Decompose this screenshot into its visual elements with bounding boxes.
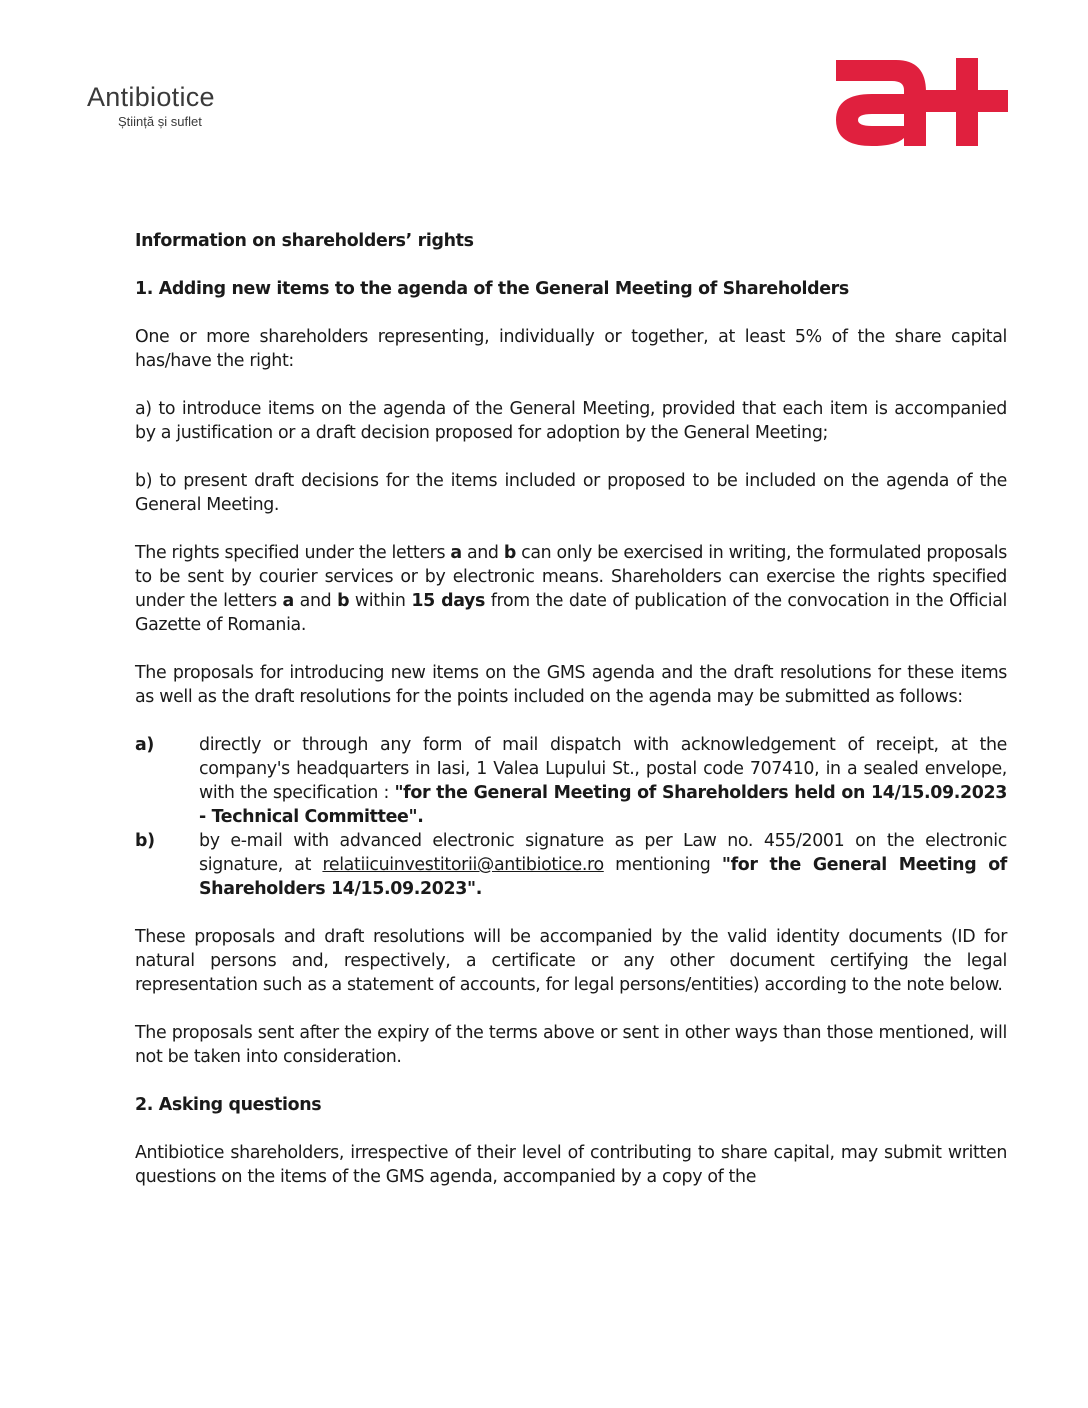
list-item-text: directly or through any form of mail dispatch with acknowledgement of receipt, at the company's headquarters in Iasi, 1 Valea Lupului St., postal code 707410, in a sealed envelope, with the specification : "for the General Meeting of Shareholders held on 14/15.09.2023 - Technical Committee".: [199, 735, 1007, 827]
document-body: [135, 229, 1007, 1213]
list-item: [135, 733, 1007, 829]
section-1-intro: One or more shareholders representing, individually or together, at least 5% of the share capital has/have the right:: [135, 327, 1007, 371]
rights-exercise-paragraph: The rights specified under the letters a and b can only be exercised in writing, the formulated proposals to be sent by courier services or by electronic means. Shareholders can exercise the rights specified under the letters a and b within 15 days from the date of publication of the convocation in the Official Gazette of Romania.: [135, 543, 1007, 635]
right-item-a: a) to introduce items on the agenda of the General Meeting, provided that each item is accompanied by a justification or a draft decision proposed for adoption by the General Meeting;: [135, 399, 1007, 443]
list-item-text: by e-mail with advanced electronic signature as per Law no. 455/2001 on the electronic signature, at relatiicuinvestitorii@antibiotice.ro mentioning "for the General Meeting of Shareholders 14/15.09.2023".: [199, 831, 1008, 899]
expiry-paragraph: The proposals sent after the expiry of the terms above or sent in other ways than those mentioned, will not be taken into consideration.: [135, 1023, 1007, 1067]
brand-name: Antibiotice: [87, 82, 215, 112]
documents-paragraph: These proposals and draft resolutions will be accompanied by the valid identity documents (ID for natural persons and, respectively, a certificate or any other document certifying the legal representation such as a statement of accounts, for legal persons/entities) according to the note below.: [135, 927, 1007, 995]
document-title: Information on shareholders’ rights: [135, 231, 474, 251]
a-plus-logo-icon: [828, 54, 1013, 150]
list-item: [135, 829, 1007, 901]
list-item-label: b): [135, 831, 155, 851]
email-link[interactable]: relatiicuinvestitorii@antibiotice.ro: [322, 855, 604, 875]
section-2-heading: 2. Asking questions: [135, 1095, 322, 1115]
submission-list: [135, 733, 1007, 901]
antibiotice-logo: [87, 84, 215, 128]
section-1-heading: 1. Adding new items to the agenda of the General Meeting of Shareholders: [135, 279, 849, 299]
list-item-label: a): [135, 735, 154, 755]
proposals-intro: The proposals for introducing new items on the GMS agenda and the draft resolutions for these items as well as the draft resolutions for the points included on the agenda may be submitted as follows:: [135, 663, 1007, 707]
brand-tagline: Știință și suflet: [118, 114, 202, 129]
section-2-text: Antibiotice shareholders, irrespective of their level of contributing to share capital, may submit written questions on the items of the GMS agenda, accompanied by a copy of the: [135, 1143, 1007, 1187]
right-item-b: b) to present draft decisions for the items included or proposed to be included on the agenda of the General Meeting.: [135, 471, 1007, 515]
